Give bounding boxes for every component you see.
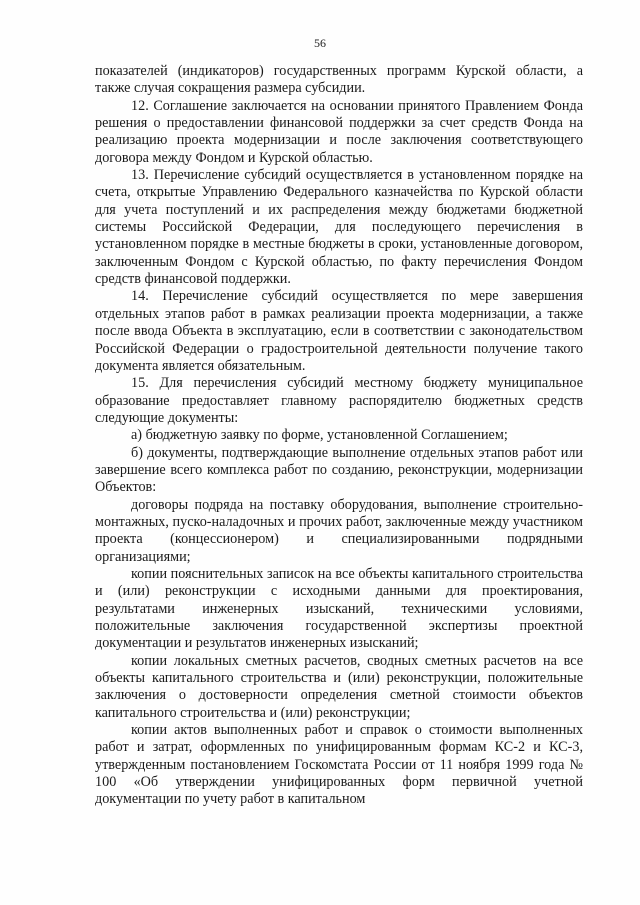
paragraph-15: 15. Для перечисления субсидий местному бюджету муниципальное образование предоставляет главному распорядителю бюджетных средств следующие документы:: [95, 375, 583, 426]
paragraph-13: 13. Перечисление субсидий осуществляется в установленном порядке на счета, открытые Управлению Федерального казначейства по Курской области для учета поступлений и их распределения между бюджетами бюджетной системы Российской Федерации, для последующего перечисления в установленном порядке в местные бюджеты в сроки, установленные договором, заключенным Фондом с Курской областью, по факту перечисления Фондом средств финансовой поддержки.: [95, 167, 583, 288]
paragraph-14: 14. Перечисление субсидий осуществляется по мере завершения отдельных этапов работ в рамках реализации проекта модернизации, а также после ввода Объекта в эксплуатацию, если в соответствии с законодательством Российской Федерации о градостроительной деятельности получение такого документа является обязательным.: [95, 288, 583, 374]
paragraph-contracts: договоры подряда на поставку оборудования, выполнение строительно-монтажных, пуско-наладочных и прочих работ, заключенные между участником проекта (концессионером) и специализированными подрядными организациями;: [95, 496, 583, 565]
document-body: [95, 63, 583, 809]
paragraph-acts: копии актов выполненных работ и справок о стоимости выполненных работ и затрат, оформленных по унифицированным формам КС-2 и КС-3, утвержденным постановлением Госкомстата России от 11 ноября 1999 года № 100 «Об утверждении унифицированных форм первичной учетной документации по учету работ в капитальном: [95, 722, 583, 808]
paragraph-12: 12. Соглашение заключается на основании принятого Правлением Фонда решения о предоставлении финансовой поддержки за счет средств Фонда на реализацию проекта модернизации и после заключения соответствующего договора между Фондом и Курской областью.: [95, 97, 583, 166]
list-item-a: а) бюджетную заявку по форме, установленной Соглашением;: [131, 427, 508, 444]
list-item-b: б) документы, подтверждающие выполнение отдельных этапов работ или завершение всего комплекса работ по созданию, реконструкции, модернизации Объектов:: [95, 444, 583, 496]
paragraph-continuation: показателей (индикаторов) государственных программ Курской области, а также случая сокращения размера субсидии.: [95, 63, 583, 97]
paragraph-estimates: копии локальных сметных расчетов, сводных сметных расчетов на все объекты капитального строительства и (или) реконструкции, положительные заключения о достоверности определения сметной стоимости объектов капитального строительства и (или) реконструкции;: [95, 652, 583, 721]
paragraph-explanatory-notes: копии пояснительных записок на все объекты капитального строительства и (или) реконструкции с исходными данными для проектирования, результатами инженерных изысканий, техническими условиями, положительные заключения государственной экспертизы проектной документации и результатов инженерных изысканий;: [95, 565, 583, 652]
page-number: 56: [314, 36, 326, 50]
